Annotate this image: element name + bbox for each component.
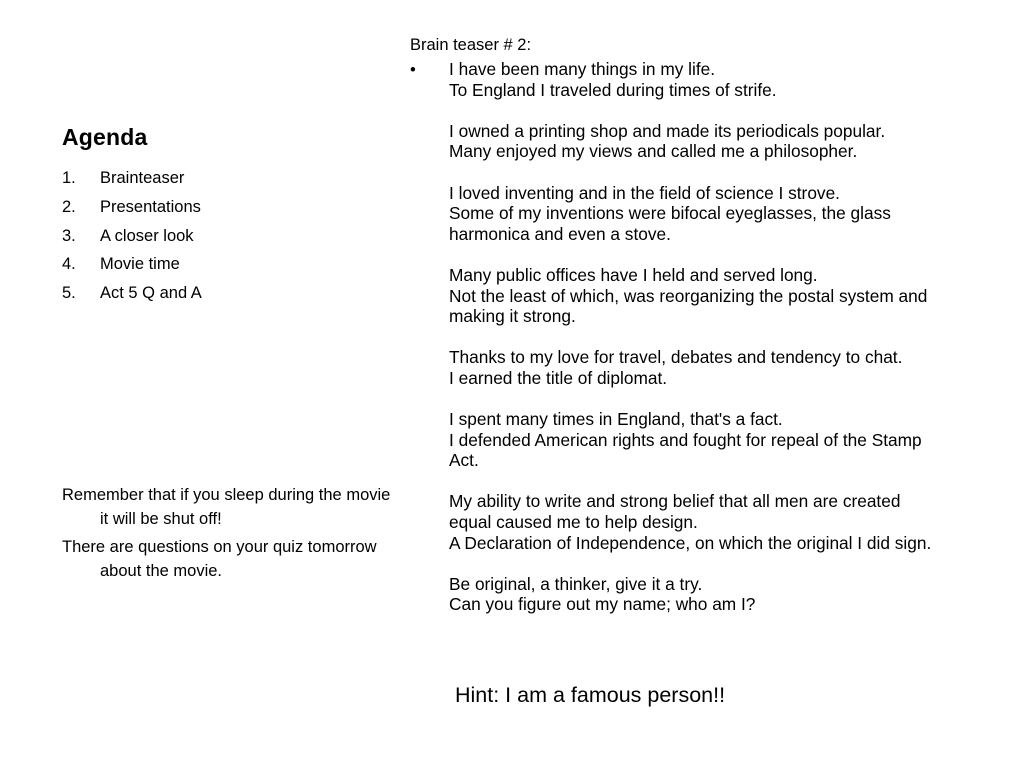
agenda-title: Agenda — [62, 124, 148, 150]
riddle-stanza — [449, 574, 1014, 615]
stanza-gap — [449, 244, 1014, 265]
riddle-line: Many public offices have I held and served long. — [449, 264, 818, 285]
riddle-line: I owned a printing shop and made its periodicals popular. — [449, 120, 886, 141]
riddle-line: I earned the title of diplomat. — [449, 367, 668, 388]
riddle-line: I spent many times in England, that's a fact. — [449, 409, 783, 430]
riddle-line: To England I traveled during times of strife. — [449, 79, 777, 100]
riddle-stanza — [449, 59, 1014, 100]
reminder-quiz: There are questions on your quiz tomorrow about the movie. — [62, 538, 377, 580]
bullet-icon: • — [410, 61, 416, 79]
riddle-line: Can you figure out my name; who am I? — [449, 594, 756, 615]
stanza-gap — [449, 471, 1014, 492]
riddle-stanza — [449, 265, 1014, 327]
agenda-item — [62, 226, 202, 255]
riddle-line: Be original, a thinker, give it a try. — [449, 573, 703, 594]
agenda-item-label: Act 5 Q and A — [100, 284, 202, 303]
agenda-item — [62, 168, 202, 197]
agenda-item — [62, 197, 202, 226]
riddle-stanza — [449, 347, 1014, 388]
teaser-heading: Brain teaser # 2: — [410, 36, 532, 54]
riddle-poem — [449, 59, 1014, 615]
reminders — [62, 483, 402, 587]
riddle-stanza — [449, 409, 1014, 471]
riddle-line: Not the least of which, was reorganizing the postal system and — [449, 285, 928, 306]
agenda-item-number: 1. — [62, 169, 76, 187]
riddle-line: My ability to write and strong belief that all men are created — [449, 491, 901, 512]
riddle-stanza — [449, 491, 1014, 553]
agenda-item-number: 5. — [62, 284, 76, 303]
riddle-line: Some of my inventions were bifocal eyeglasses, the glass — [449, 203, 891, 224]
agenda-item — [62, 254, 202, 283]
riddle-line: making it strong. — [449, 306, 576, 327]
agenda-item-label: Presentations — [100, 197, 201, 216]
riddle-line: I loved inventing and in the field of science I strove. — [449, 182, 840, 203]
agenda-item-label: Brainteaser — [100, 169, 185, 187]
stanza-gap — [449, 100, 1014, 121]
riddle-stanza — [449, 121, 1014, 162]
riddle-line: A Declaration of Independence, on which the original I did sign. — [449, 532, 932, 553]
riddle-line: Thanks to my love for travel, debates and tendency to chat. — [449, 347, 903, 368]
riddle-line: I have been many things in my life. — [449, 59, 716, 79]
agenda-item-label: Movie time — [100, 255, 180, 274]
agenda-item-number: 3. — [62, 226, 76, 245]
agenda-item-label: A closer look — [100, 226, 194, 245]
riddle-line: Act. — [449, 450, 479, 471]
reminder-sleep: Remember that if you sleep during the movie it will be shut off! — [62, 486, 391, 528]
stanza-gap — [449, 389, 1014, 410]
stanza-gap — [449, 162, 1014, 183]
riddle-line: I defended American rights and fought for repeal of the Stamp — [449, 429, 922, 450]
stanza-gap — [449, 553, 1014, 574]
stanza-gap — [449, 327, 1014, 348]
agenda-item — [62, 283, 202, 312]
hint-text: Hint: I am a famous person!! — [455, 683, 726, 707]
riddle-line: equal caused me to help design. — [449, 512, 698, 533]
agenda-list — [62, 168, 202, 312]
agenda-item-number: 2. — [62, 197, 76, 216]
agenda-item-number: 4. — [62, 255, 76, 274]
riddle-stanza — [449, 183, 1014, 245]
riddle-line: Many enjoyed my views and called me a philosopher. — [449, 141, 858, 162]
riddle-line: harmonica and even a stove. — [449, 223, 671, 244]
